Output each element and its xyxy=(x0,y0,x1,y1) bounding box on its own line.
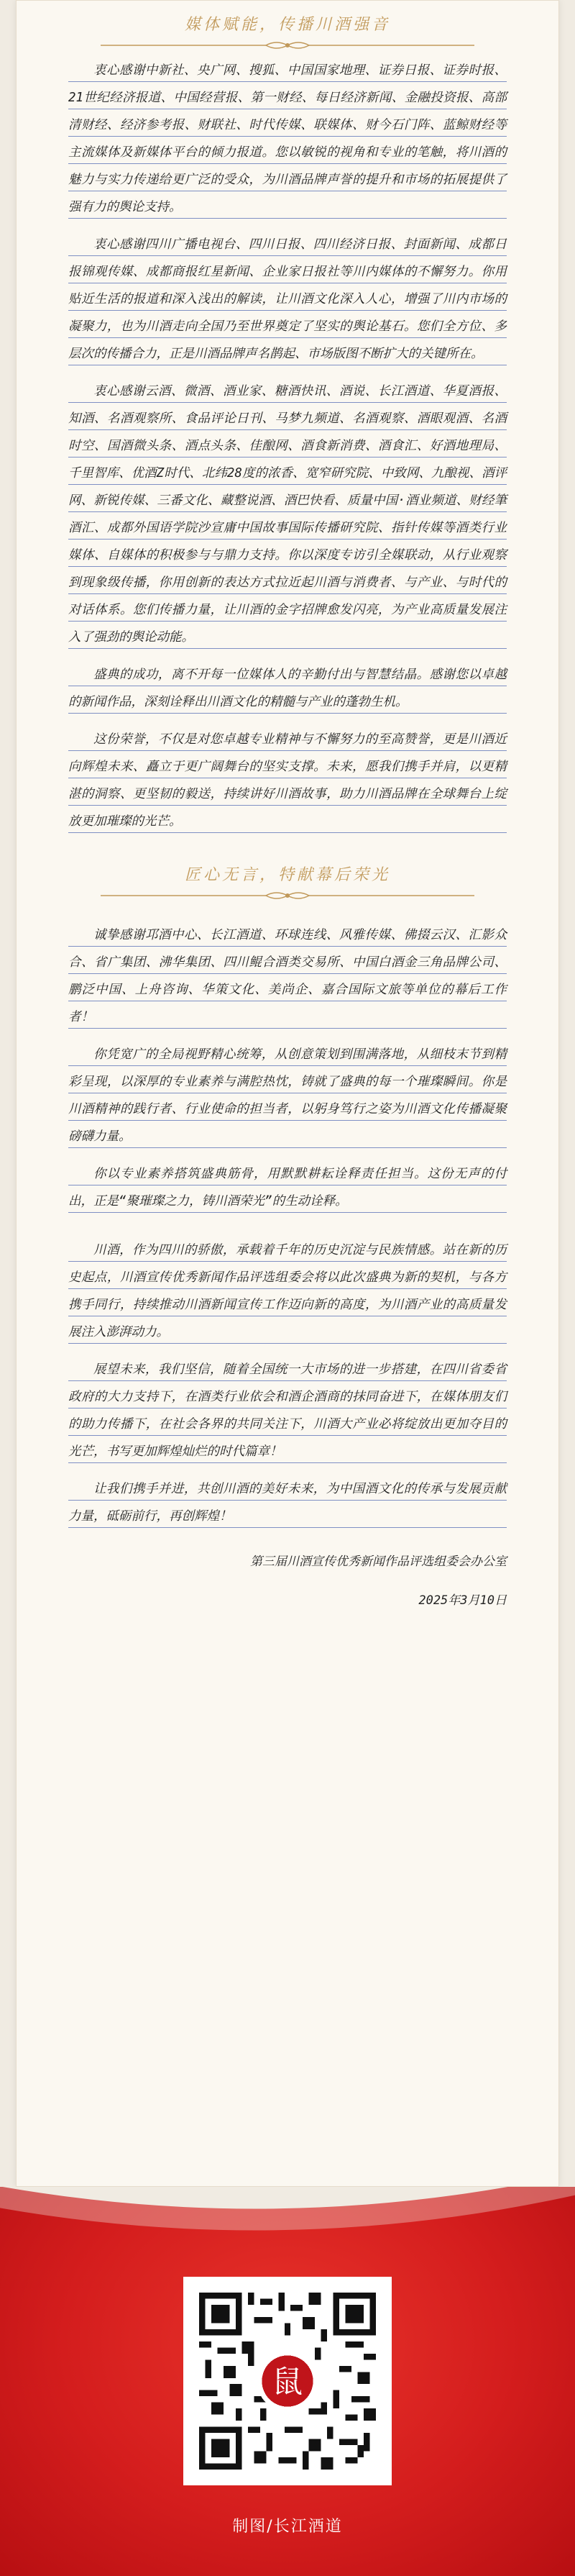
section-body-media xyxy=(68,57,507,835)
image-credit: 制图/长江酒道 xyxy=(232,2518,343,2536)
letter-paper xyxy=(16,0,559,2187)
section-title: 匠心无言，特献幕后荣光 xyxy=(184,866,390,884)
gold-ornament-icon xyxy=(101,40,474,51)
signoff-block xyxy=(68,1549,507,1614)
gold-ornament-icon xyxy=(101,890,474,901)
paragraph: 让我们携手并进，共创川酒的美好未来，为中国酒文化的传承与发展贡献力量，砥砺前行，再创辉煌！ xyxy=(68,1475,507,1530)
date: 2025年3月10日 xyxy=(418,1593,507,1608)
paragraph: 衷心感谢云酒、微酒、酒业家、糖酒快讯、酒说、长江酒道、华夏酒报、知酒、名酒观察所、食品评论日刊、马梦九频道、名酒观察、酒眼观酒、名酒时空、国酒微头条、酒点头条、佳酿网、酒食新消费、酒食汇、好酒地理局、千里智库、优酒Z时代、北纬28度的浓香、宽窄研究院、中致网、九酿视、酒评网、新锐传媒、三番文化、藏整说酒、酒巴快看、质量中国·酒业频道、财经筆酒汇、成都外国语学院沙宣庸中国故事国际传播研究院、指针传媒等酒类行业媒体、自媒体的积极参与与鼎力支持。你以深度专访引全媒联动，从行业观察到现象级传播，你用创新的表达方式拉近起川酒与消费者、与产业、与时代的对话体系。您们传播力量，让川酒的金字招牌愈发闪亮，为产业高质量发展注入了强劲的舆论动能。 xyxy=(68,378,507,651)
closing-body xyxy=(68,1237,507,1530)
paragraph: 衷心感谢中新社、央广网、搜狐、中国国家地理、证券日报、证券时报、21世纪经济报道、中国经营报、第一财经、每日经济新闻、金融投资报、高部清财经、经济参考报、财联社、时代传媒、联媒体、财今石门阵、蓝鲸财经等主流媒体及新媒体平台的倾力报道。您以敏锐的视角和专业的笔触，将川酒的魅力与实力传递给更广泛的受众，为川酒品牌声誉的提升和市场的拓展提供了强有力的舆论支持。 xyxy=(68,57,507,221)
qr-code[interactable] xyxy=(183,2277,392,2485)
signature: 第三届川酒宣传优秀新闻作品评选组委会办公室 xyxy=(250,1555,507,1569)
paragraph: 这份荣誉，不仅是对您卓越专业精神与不懈努力的至高赞誉，更是川酒近向辉煌未来、矗立于更广阔舞台的坚实支撑。未来，愿我们携手并肩，以更精湛的洞察、更坚韧的毅送，持续讲好川酒故事，助力川酒品牌在全球舞台上绽放更加璀璨的光芒。 xyxy=(68,726,507,835)
section-body-backstage xyxy=(68,921,507,1215)
qr-code-icon xyxy=(199,2293,376,2470)
paragraph: 盛典的成功，离不开每一位媒体人的辛勤付出与智慧结晶。感谢您以卓越的新闻作品，深刻诠释出川酒文化的精髓与产业的蓬勃生机。 xyxy=(68,661,507,716)
section-header-media xyxy=(68,11,507,57)
paragraph: 展望未来，我们坚信，随着全国统一大市场的进一步搭建，在四川省委省政府的大力支持下，在酒类行业依会和酒企酒商的抹同奋进下，在媒体朋友们的助力传播下，在社会各界的共同关注下，川酒大产业必将绽放出更加夺目的光芒，书写更加辉煌灿烂的时代篇章！ xyxy=(68,1356,507,1465)
paragraph: 衷心感谢四川广播电视台、四川日报、四川经济日报、封面新闻、成都日报锦观传媒、成都商报红星新闻、企业家日报社等川内媒体的不懈努力。你用贴近生活的报道和深入浅出的解读，让川酒文化深入人心，增强了川内市场的凝聚力，也为川酒走向全国乃至世界奠定了坚实的舆论基石。您们全方位、多层次的传播合力，正是川酒品牌声名鹊起、市场版图不断扩大的关键所在。 xyxy=(68,231,507,368)
paragraph: 川酒，作为四川的骄傲，承载着千年的历史沉淀与民族情感。站在新的历史起点，川酒宣传优秀新闻作品评选组委会将以此次盛典为新的契机，与各方携手同行，持续推动川酒新闻宣传工作迈向新的高度，为川酒产业的高质量发展注入澎湃动力。 xyxy=(68,1237,507,1346)
paragraph: 你凭宽广的全局视野精心统筹，从创意策划到围满落地，从细枝末节到精彩呈现，以深厚的专业素养与满腔热忱，铸就了盛典的每一个璀璨瞬间。你是川酒精神的践行者、行业使命的担当者，以躬身笃行之姿为川酒文化传播凝聚磅礴力量。 xyxy=(68,1041,507,1150)
paragraph: 你以专业素养搭筑盛典筋骨，用默默耕耘诠释责任担当。这份无声的付出，正是“聚璀璨之力，铸川酒荣光”的生动诠释。 xyxy=(68,1160,507,1215)
section-title: 媒体赋能，传播川酒强音 xyxy=(184,16,390,34)
footer-banner xyxy=(0,2187,575,2576)
wave-decoration-icon xyxy=(0,2187,575,2273)
section-header-backstage xyxy=(68,861,507,907)
qr-logo-glyph: 鼠 xyxy=(272,2365,303,2400)
paragraph: 诚挚感谢邛酒中心、长江酒道、环球连线、风雅传媒、佛掇云汉、汇影众合、省广集团、沸华集团、四川鲲合酒类交易所、中国白酒金三角品牌公司、鹏泛中国、上舟咨询、华策文化、美尚企、嘉合国际文旅等单位的幕后工作者！ xyxy=(68,921,507,1031)
